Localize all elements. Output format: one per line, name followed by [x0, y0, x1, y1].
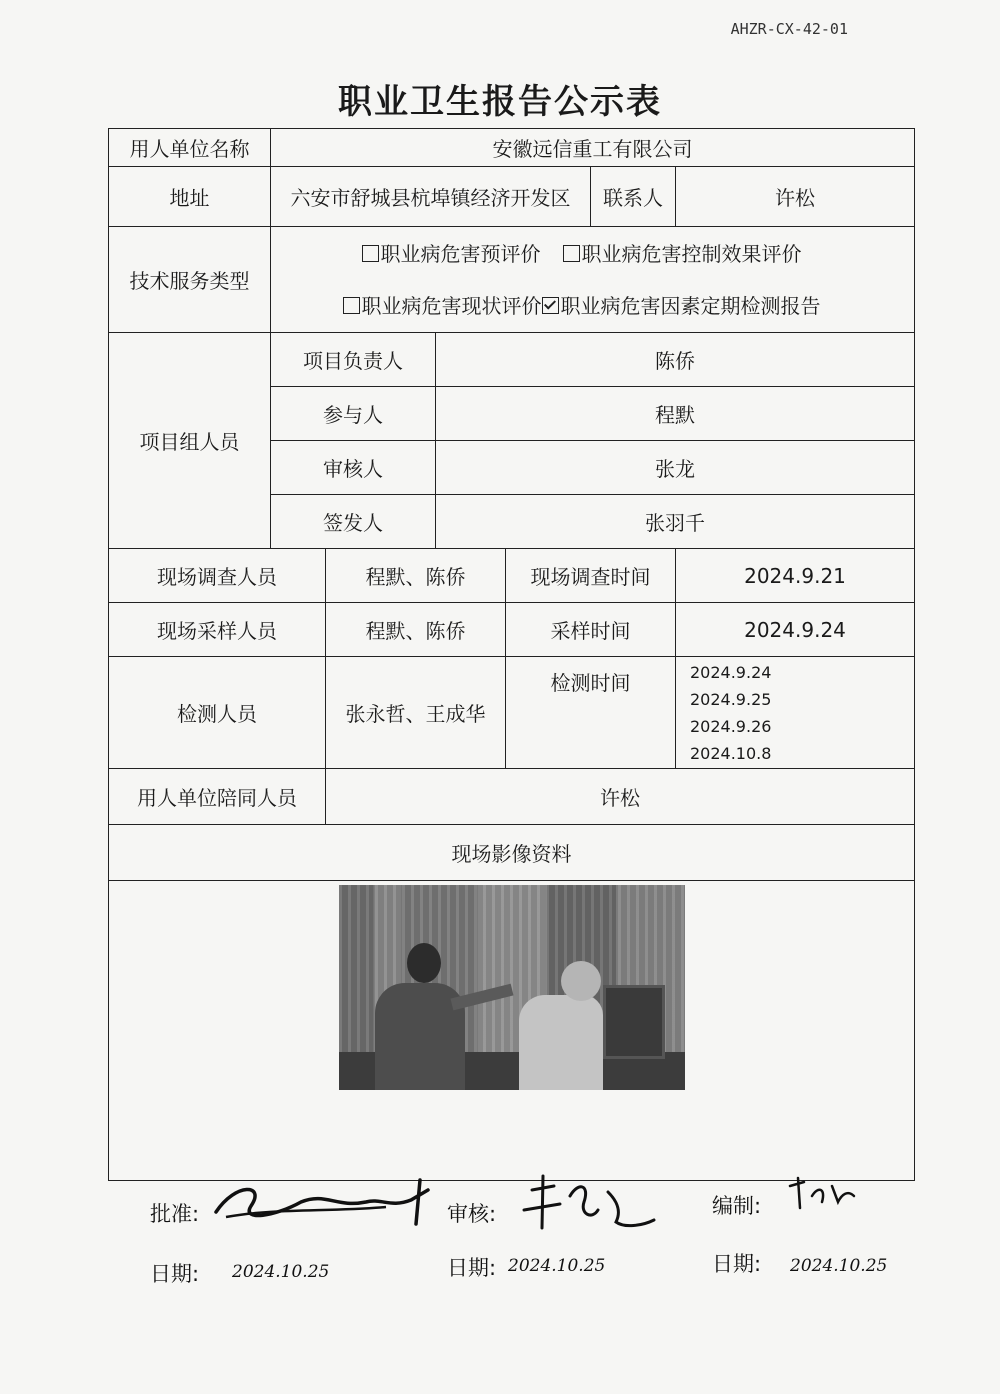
- row-images: [109, 881, 915, 1181]
- testing-time-label: 检测时间: [506, 657, 676, 769]
- team-name: 陈侨: [436, 333, 915, 387]
- contact-value: 许松: [676, 167, 915, 227]
- row-address: [109, 167, 915, 227]
- contact-label: 联系人: [591, 167, 676, 227]
- survey-staff-label: 现场调查人员: [109, 549, 326, 603]
- checkbox-checked-icon: [542, 297, 559, 314]
- images-cell: [109, 881, 915, 1181]
- document-code: AHZR-CX-42-01: [730, 20, 848, 38]
- row-images-header: [109, 825, 915, 881]
- survey-time-value: 2024.9.21: [676, 549, 915, 603]
- team-name: 张羽千: [436, 495, 915, 549]
- testing-date: 2024.9.25: [690, 689, 772, 709]
- compile-signature: [782, 1172, 872, 1222]
- team-role: 签发人: [271, 495, 436, 549]
- testing-dates: [676, 657, 915, 769]
- address-label: 地址: [109, 167, 271, 227]
- images-label: 现场影像资料: [109, 825, 915, 881]
- address-value: 六安市舒城县杭埠镇经济开发区: [271, 167, 591, 227]
- team-role: 参与人: [271, 387, 436, 441]
- checkbox-icon: [362, 245, 379, 262]
- compile-date: 2024.10.25: [790, 1256, 888, 1276]
- compile-date-label: 日期:: [712, 1252, 762, 1276]
- sampling-time-label: 采样时间: [506, 603, 676, 657]
- service-option-status-evaluation[interactable]: 职业病危害现状评价: [343, 280, 542, 332]
- service-option-pre-evaluation[interactable]: 职业病危害预评价: [362, 228, 541, 280]
- escort-label: 用人单位陪同人员: [109, 769, 326, 825]
- row-service-type: [109, 227, 915, 333]
- review-label: 审核:: [447, 1202, 497, 1226]
- document-title: 职业卫生报告公示表: [338, 82, 662, 122]
- escort-value: 许松: [326, 769, 915, 825]
- row-team-lead: [109, 333, 915, 387]
- testing-staff-label: 检测人员: [109, 657, 326, 769]
- approve-date-label: 日期:: [150, 1262, 200, 1286]
- survey-time-label: 现场调查时间: [506, 549, 676, 603]
- approve-date: 2024.10.25: [232, 1262, 330, 1282]
- review-date: 2024.10.25: [508, 1256, 606, 1276]
- checkbox-icon: [343, 297, 360, 314]
- sampling-time-value: 2024.9.24: [676, 603, 915, 657]
- team-role: 项目负责人: [271, 333, 436, 387]
- team-name: 程默: [436, 387, 915, 441]
- team-label: 项目组人员: [109, 333, 271, 549]
- sampling-staff-value: 程默、陈侨: [326, 603, 506, 657]
- review-date-label: 日期:: [447, 1256, 497, 1280]
- service-type-label: 技术服务类型: [109, 227, 271, 333]
- row-survey: [109, 549, 915, 603]
- site-photo: [339, 885, 685, 1090]
- testing-date: 2024.9.26: [690, 716, 772, 736]
- employer-label: 用人单位名称: [109, 129, 271, 167]
- team-role: 审核人: [271, 441, 436, 495]
- survey-staff-value: 程默、陈侨: [326, 549, 506, 603]
- row-employer: [109, 129, 915, 167]
- checkbox-icon: [563, 245, 580, 262]
- service-type-options: [271, 227, 915, 333]
- compile-label: 编制:: [712, 1194, 762, 1218]
- row-escort: [109, 769, 915, 825]
- row-sampling: [109, 603, 915, 657]
- service-option-control-evaluation[interactable]: 职业病危害控制效果评价: [563, 228, 802, 280]
- employer-value: 安徽远信重工有限公司: [271, 129, 915, 167]
- approve-signature: [206, 1172, 446, 1234]
- team-name: 张龙: [436, 441, 915, 495]
- service-option-periodic-testing[interactable]: 职业病危害因素定期检测报告: [542, 280, 821, 332]
- report-form: [108, 128, 915, 1181]
- row-testing: [109, 657, 915, 769]
- sampling-staff-label: 现场采样人员: [109, 603, 326, 657]
- testing-date: 2024.10.8: [690, 743, 772, 763]
- approve-label: 批准:: [150, 1202, 200, 1226]
- testing-date: 2024.9.24: [690, 662, 772, 682]
- testing-staff-value: 张永哲、王成华: [326, 657, 506, 769]
- review-signature: [512, 1170, 662, 1245]
